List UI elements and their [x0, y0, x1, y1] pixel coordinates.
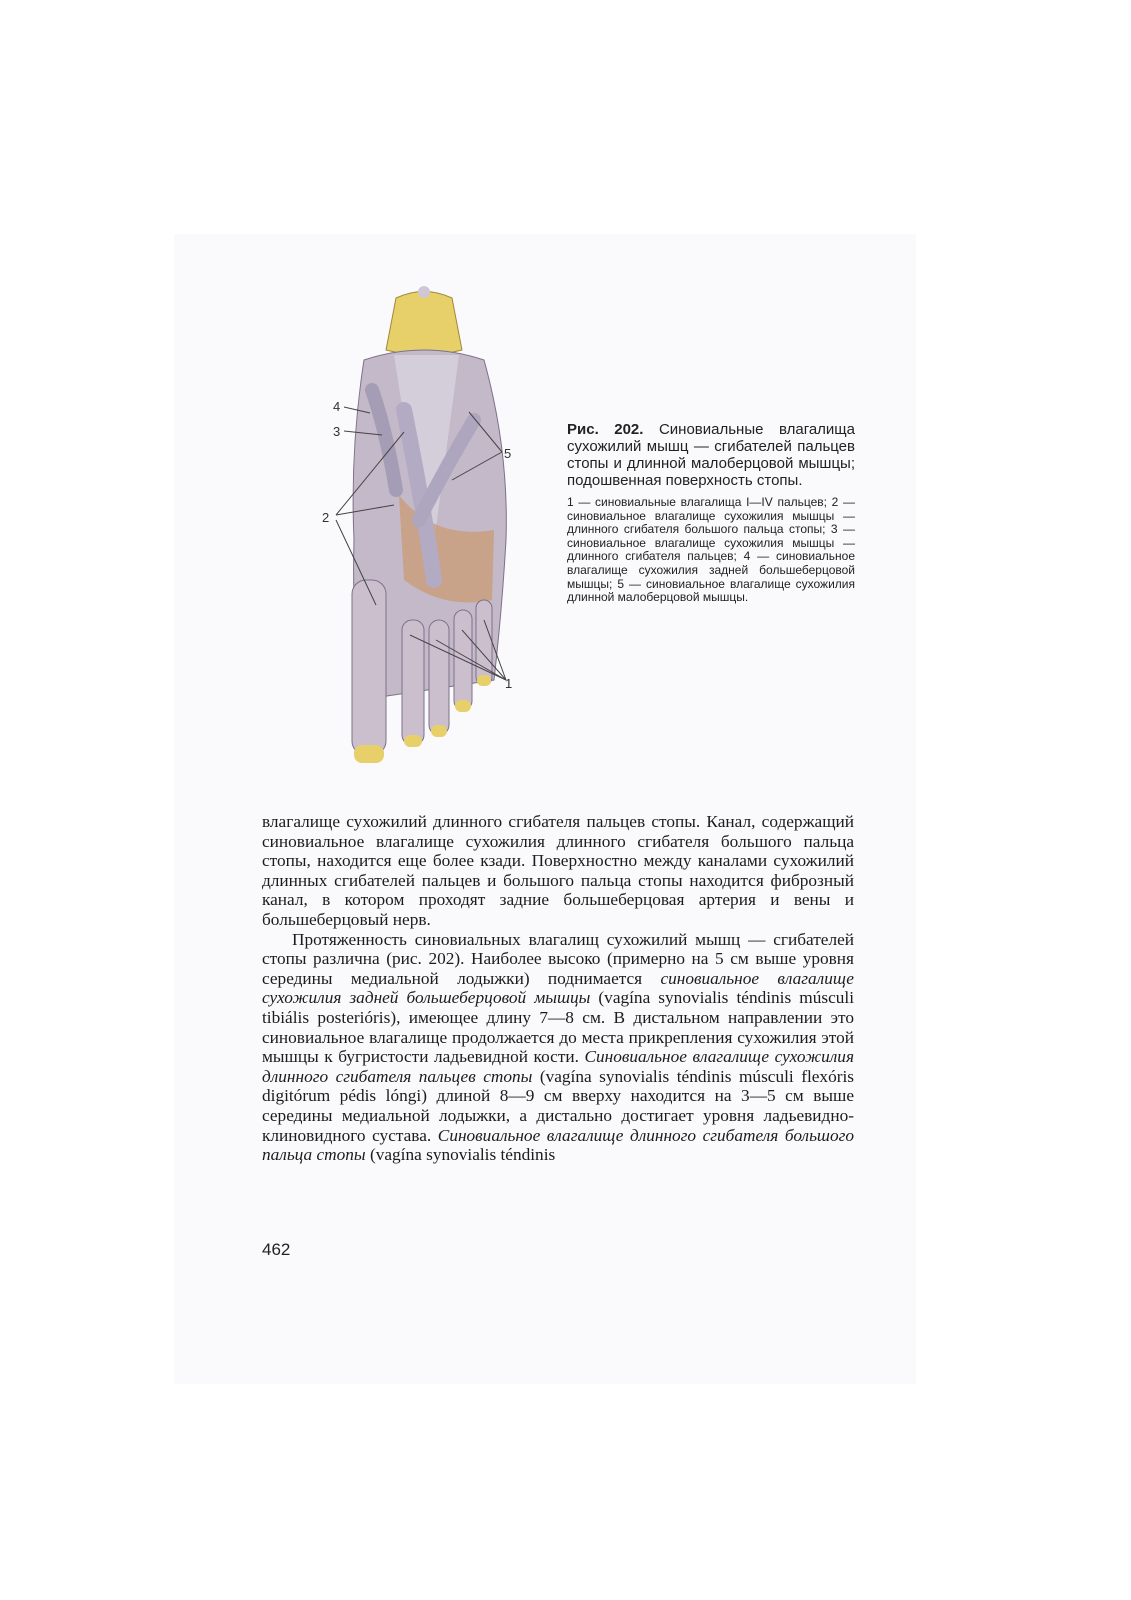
- term-flexor-hallucis-sheath: Синовиальное влагалище длинного сгибателя большого пальца стопы: [262, 1125, 854, 1165]
- figure-label-5: 5: [504, 446, 512, 461]
- figure-number: Рис. 202.: [567, 421, 644, 438]
- toe-1: [352, 580, 386, 755]
- paragraph-2-text-b: (vagína synovialis téndinis músculi tibiális posterióris), имеющее длину 7—8 см. В дистальном направлении это синовиальное влагалище продолжается до места прикрепления сухожилия этой мышцы к бугристости ладьевидной кости.: [262, 988, 854, 1067]
- figure-label-4: 4: [333, 399, 341, 414]
- foot-illustration: [324, 280, 529, 780]
- page-number: 462: [262, 1240, 291, 1259]
- paragraph-2-text-a: Протяженность синовиальных влагалищ сухожилий мышц — сгибателей стопы различна (рис. 202). Наиболее высоко (примерно на 5 см выше уровня середины медиальной лодыжки) поднимается: [262, 929, 854, 988]
- scanned-page-background: [174, 234, 916, 1384]
- figure-label-3: 3: [333, 424, 341, 439]
- body-text: [262, 812, 854, 1165]
- paragraph-2-text-d: (vagína synovialis téndinis: [365, 1145, 556, 1165]
- paragraph-2: [262, 930, 854, 1165]
- heel-bone-shape: [386, 292, 462, 356]
- caption-legend: 1 — синовиальные влагалища I—IV пальцев; 2 — синовиальное влагалище сухожилия мышцы — длинного сгибателя большого пальца стопы; 3 — синовиальное влагалище сухожилия мышцы — длинного сгибателя пальцев; 4 — синовиальное влагалище сухожилия задней большеберцовой мышцы; 5 — синовиальное влагалище сухожилия длинной малоберцовой мышцы.: [567, 495, 855, 605]
- foot-sole-drawing: [324, 280, 529, 780]
- paragraph-1: влагалище сухожилий длинного сгибателя пальцев стопы. Канал, содержащий синовиальное влагалище сухожилия длинного сгибателя большого пальца стопы, находится еще более кзади. Поверхностно между каналами сухожилий длинных сгибателей пальцев и большого пальца стопы находится фиброзный канал, в котором проходят задние большеберцовая артерия и вены и большеберцовый нерв.: [262, 812, 854, 929]
- figure-caption: [567, 421, 855, 605]
- term-flexor-digitorum-sheath: Синовиальное влагалище сухожилия длинного сгибателя пальцев стопы: [262, 1047, 854, 1086]
- caption-title-block: [567, 421, 855, 489]
- toe-3: [429, 620, 449, 735]
- caption-title: Синовиальные влагалища сухожилий мышц — сгибателей пальцев стопы и длинной малоберцовой мышцы; подошвенная поверхность стопы.: [567, 421, 855, 489]
- toe-2: [402, 620, 424, 745]
- paragraph-2-text-c: (vagína synovialis téndinis músculi flexóris digitórum pédis lóngi) длиной 8—9 см вверху находится на 3—5 см выше середины медиальной лодыжки, а дистально достигает уровня ладьевидно-клиновидного сустава.: [262, 1066, 854, 1145]
- term-posterior-tibial-sheath: синовиальное влагалище сухожилия задней большеберцовой мышцы: [262, 968, 854, 1008]
- figure-label-1: 1: [505, 676, 513, 691]
- figure-label-2: 2: [322, 510, 330, 525]
